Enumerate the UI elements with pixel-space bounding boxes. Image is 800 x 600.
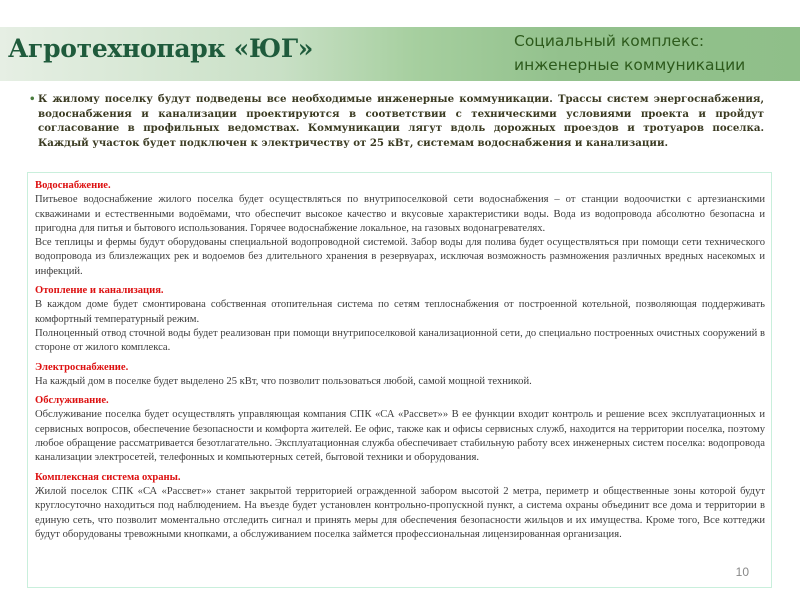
details-box — [27, 172, 772, 588]
section-security — [35, 471, 765, 542]
page-subtitle — [514, 29, 745, 77]
section-water — [35, 179, 765, 279]
section-paragraph: В каждом доме будет смонтирована собственная отопительная система по сетям теплоснабжения от построенной котельной, позволяющая поддерживать комфортный температурный режим. — [35, 299, 765, 325]
section-heading: Комплексная система охраны. — [35, 471, 181, 483]
section-paragraph: Жилой поселок СПК «СА «Рассвет»» станет закрытой территорией огражденной забором высотой 2 метра, периметр и общественные зоны которой будут круглосуточно находиться под наблюдением. На въезде будет установлен контрольно-пропускной пункт, а система охраны объединит все дома и территории в единую сеть, что позволит моментально отследить сигнал и принять меры для обеспечения безопасности жильцов и их имущества. Кроме того, Все коттеджи будут оборудованы тревожными кнопками, а обслуживанием поселка займется профессиональная лицензированная организация. — [35, 485, 765, 540]
section-paragraph: Обслуживание поселка будет осуществлять управляющая компания СПК «СА «Рассвет»» В ее функции входит контроль и решение всех эксплуатационных и сервисных вопросов, обеспечение безопасности и комфорта жителей. Ее офис, также как и офисы сервисных служб, находится на территории поселка, поэтому любое обращение рассматривается безотлагательно. Эксплуатационная служба обеспечивает стабильную работу всех инженерных систем поселка: водопровода канализации электросетей, телефонных и компьютерных сетей, бытовой техники и оборудования. — [35, 409, 765, 464]
section-paragraph: На каждый дом в поселке будет выделено 25 кВт, что позволит пользоваться любой, самой мощной техникой. — [35, 375, 532, 387]
section-paragraph: Полноценный отвод сточной воды будет реализован при помощи внутрипоселковой канализационной сети, до специально построенных очистных сооружений в стороне от жилого комплекса. — [35, 327, 765, 354]
page-number: 10 — [735, 565, 749, 579]
section-heading: Водоснабжение. — [35, 180, 111, 191]
section-maintenance — [35, 394, 765, 465]
section-paragraph: Питьевое водоснабжение жилого поселка будет осуществляться по внутрипоселковой сети водоснабжения – от станции водоочистки с артезианскими скважинами и естественными водоёмами, что обеспечит высокое качество и вкусовые характеристики воды. Вода из водопровода абсолютно безопасна и пригодна для питья и бытового использования. Горячее водоснабжение локальное, на газовых водонагревателях. — [35, 194, 765, 234]
intro-text: К жилому поселку будут подведены все необходимые инженерные коммуникации. Трассы систем энергоснабжения, водоснабжения и канализации проектируются в соответствии с техническими условиями проекта и пройдут согласование в профильных ведомствах. Коммуникации лягут вдоль дорожных проездов и тротуаров поселка. Каждый участок будет подключен к электричеству от 25 кВт, системам водоснабжения и канализации. — [38, 93, 764, 149]
page-title: Агротехнопарк «ЮГ» — [8, 34, 314, 63]
section-heading: Электроснабжение. — [35, 361, 129, 373]
section-heading: Обслуживание. — [35, 395, 109, 407]
bullet-icon: • — [29, 93, 36, 105]
section-electricity — [35, 361, 765, 390]
subtitle-line-1: Социальный комплекс: — [514, 32, 705, 50]
subtitle-line-2: инженерные коммуникации — [514, 56, 746, 74]
section-paragraph: Все теплицы и фермы будут оборудованы специальной водопроводной системой. Забор воды для полива будет осуществляться при помощи сети технического водопровода из близлежащих рек и водоемов без длительного хранения в резервуарах, исключая возможность размножения различных вредных насекомых и инфекций. — [35, 237, 765, 277]
intro-paragraph — [29, 92, 764, 150]
details-content — [35, 179, 765, 547]
section-heading: Отопление и канализация. — [35, 285, 164, 297]
section-heating — [35, 284, 765, 355]
